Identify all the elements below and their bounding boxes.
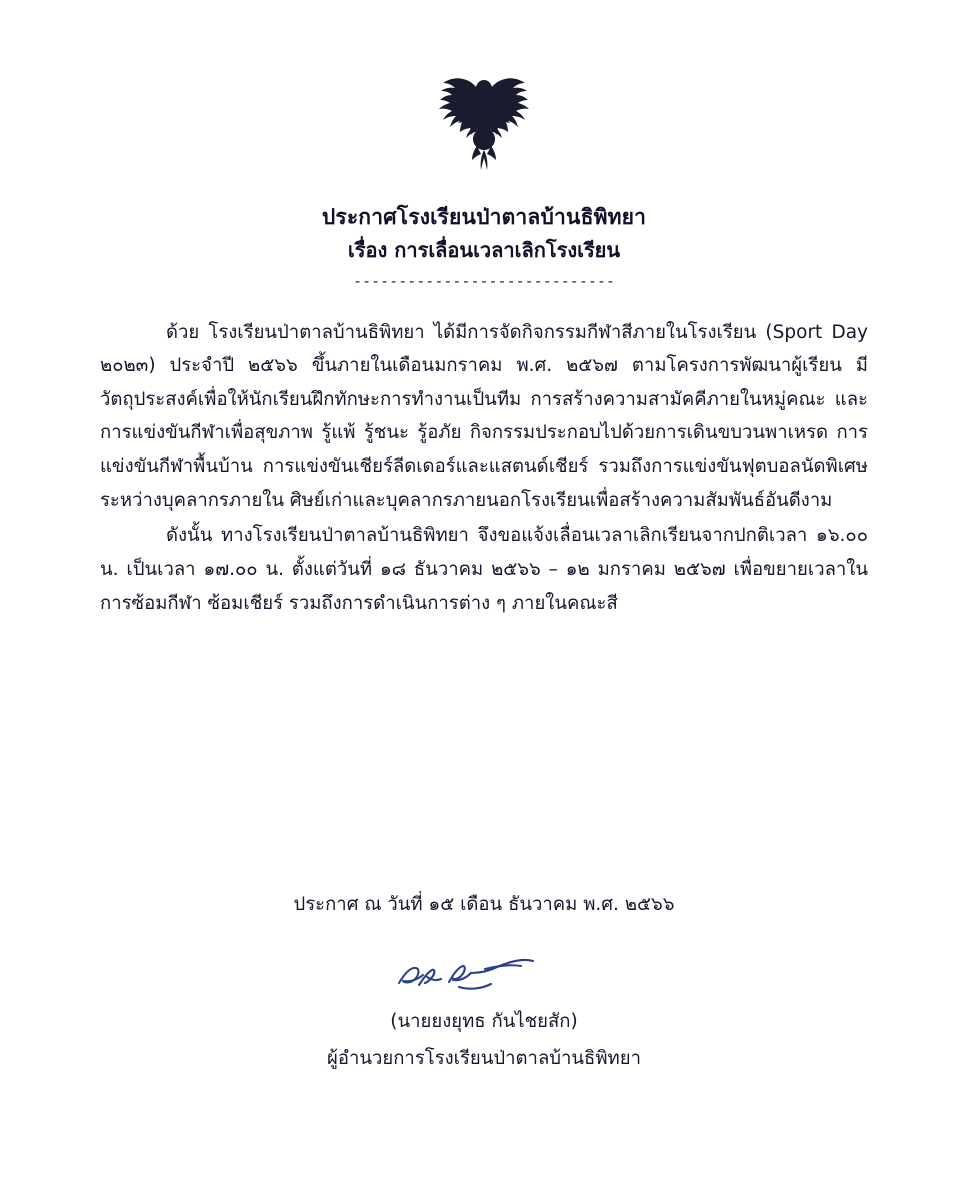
body-text <box>100 316 868 621</box>
paragraph-1-text: ด้วย โรงเรียนป่าตาลบ้านธิพิทยา ได้มีการจัดกิจกรรมกีฬาสีภายในโรงเรียน (Sport Day ๒๐๒๓) ประจำปี ๒๕๖๖ ขึ้นภายในเดือนมกราคม พ.ศ. ๒๕๖๗ ตามโครงการพัฒนาผู้เรียน มีวัตถุประสงค์เพื่อให้นักเรียนฝึกทักษะการทำงานเป็นทีม การสร้างความสามัคคีภายในหมู่คณะ และการแข่งขันกีฬาเพื่อสุขภาพ รู้แพ้ รู้ชนะ รู้อภัย กิจกรรมประกอบไปด้วยการเดินขบวนพาเหรด การแข่งขันกีฬาพื้นบ้าน การแข่งขันเชียร์ลีดเดอร์และแสตนด์เชียร์ รวมถึงการแข่งขันฟุตบอลนัดพิเศษระหว่างบุคลากรภายใน ศิษย์เก่าและบุคลากรภายนอกโรงเรียนเพื่อสร้างความสัมพันธ์อันดีงาม <box>100 321 868 511</box>
paragraph-2 <box>100 519 868 620</box>
date-line: ประกาศ ณ วันที่ ๑๕ เดือน ธันวาคม พ.ศ. ๒๕๖๖ <box>293 894 675 916</box>
signer-name: (นายยงยุทธ กันไชยสัก) <box>390 1011 578 1033</box>
title-divider: ----------------------------- <box>353 271 615 290</box>
paragraph-1 <box>100 316 868 518</box>
signer-role: ผู้อำนวยการโรงเรียนป่าตาลบ้านธิพิทยา <box>327 1048 641 1070</box>
announcement-subject: เรื่อง การเลื่อนเวลาเลิกโรงเรียน <box>347 237 621 262</box>
paragraph-2-text: ดังนั้น ทางโรงเรียนป่าตาลบ้านธิพิทยา จึงขอแจ้งเลื่อนเวลาเลิกเรียนจากปกติเวลา ๑๖.๐๐ น. เป็นเวลา ๑๗.๐๐ น. ตั้งแต่วันที่ ๑๘ ธันวาคม ๒๕๖๖ – ๑๒ มกราคม ๒๕๖๗ เพื่อขยายเวลาในการซ้อมกีฬา ซ้อมเชียร์ รวมถึงการดำเนินการต่าง ๆ ภายในคณะสี <box>100 525 868 614</box>
garuda-emblem-icon <box>419 58 549 188</box>
emblem-container <box>100 0 868 188</box>
announcement-title: ประกาศโรงเรียนป่าตาลบ้านธิพิทยา <box>321 205 647 229</box>
handwritten-signature-icon <box>389 949 579 1003</box>
signature-container <box>100 949 868 1005</box>
title-block <box>100 202 868 290</box>
